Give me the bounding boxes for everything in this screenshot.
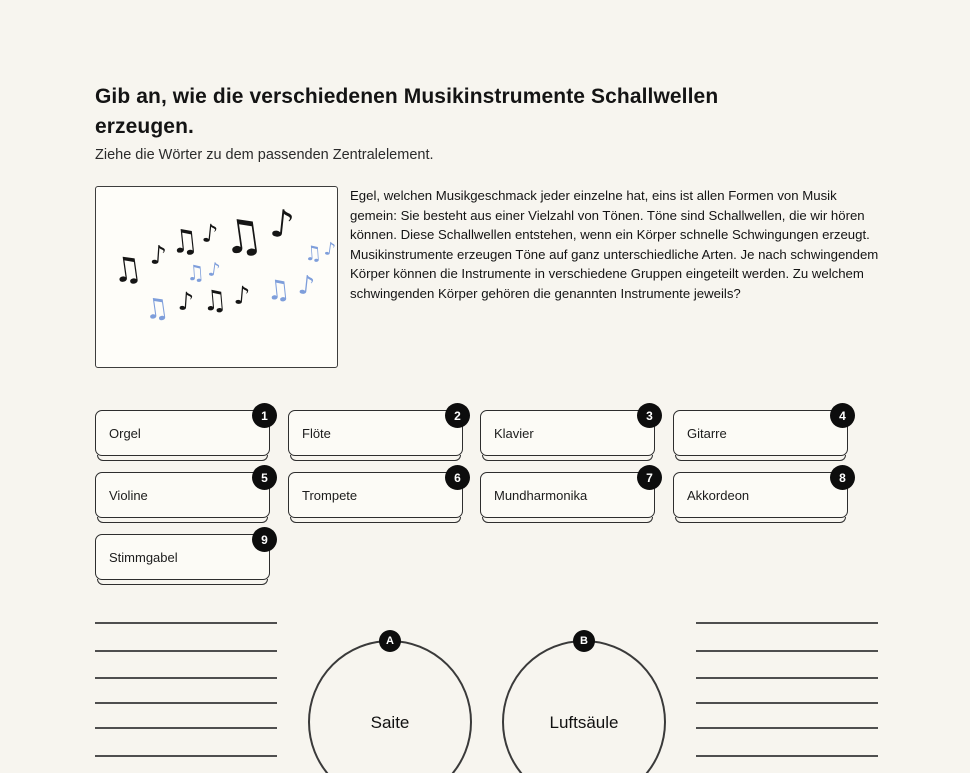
word-label: Violine (109, 487, 148, 503)
letter-badge: B (573, 630, 595, 652)
drop-target-saite[interactable] (308, 635, 472, 773)
music-note-icon: ♪ (206, 258, 222, 282)
number-badge: 8 (830, 465, 855, 490)
music-note-icon: ♪ (232, 280, 252, 311)
answer-line (95, 755, 277, 757)
answer-line (95, 702, 277, 704)
draggable-word-stimmgabel[interactable] (95, 534, 270, 580)
number-badge: 9 (252, 527, 277, 552)
word-label: Klavier (494, 425, 534, 441)
music-note-icon: ♫ (264, 273, 292, 308)
intro-paragraph-1: Egel, welchen Musikgeschmack jeder einzelne hat, eins ist allen Formen von Musik gemein: Sie besteht aus einer Vielzahl von Tönen. Töne sind Schallwellen, die wir hören können. Diese Schallwellen entstehen, wenn ein Körper schnelle Schwingungen erzeugt. (350, 188, 870, 243)
music-note-icon: ♫ (168, 220, 201, 262)
music-note-icon: ♪ (322, 238, 337, 261)
answer-line (95, 727, 277, 729)
target-label: Luftsäule (549, 713, 619, 732)
target-label: Saite (370, 713, 410, 732)
draggable-word-trompete[interactable] (288, 472, 463, 518)
letter-badge: A (379, 630, 401, 652)
word-label: Flöte (302, 425, 331, 441)
number-badge: 3 (637, 403, 662, 428)
number-badge: 2 (445, 403, 470, 428)
music-note-icon: ♪ (177, 286, 195, 317)
word-label: Trompete (302, 487, 358, 503)
draggable-word-gitarre[interactable] (673, 410, 848, 456)
number-badge: 7 (637, 465, 662, 490)
music-note-icon: ♫ (141, 290, 172, 327)
music-note-icon: ♫ (200, 282, 229, 319)
music-note-icon: ♫ (185, 260, 206, 286)
draggable-word-floete[interactable] (288, 410, 463, 456)
draggable-word-klavier[interactable] (480, 410, 655, 456)
answer-line (696, 755, 878, 757)
answer-line (696, 727, 878, 729)
music-note-icon: ♪ (296, 270, 317, 302)
answer-line (95, 650, 277, 652)
music-notes-image (95, 186, 338, 368)
draggable-word-violine[interactable] (95, 472, 270, 518)
number-badge: 6 (445, 465, 470, 490)
answer-line (696, 677, 878, 679)
number-badge: 1 (252, 403, 277, 428)
answer-line (696, 650, 878, 652)
word-label: Gitarre (687, 425, 727, 441)
page-title: Gib an, wie die verschiedenen Musikinstrumente Schallwellen erzeugen. (95, 85, 719, 138)
music-note-icon: ♪ (200, 218, 220, 249)
answer-line (95, 677, 277, 679)
word-label: Stimmgabel (109, 549, 178, 565)
draggable-word-orgel[interactable] (95, 410, 270, 456)
music-note-icon: ♪ (267, 200, 297, 248)
music-note-icon: ♫ (218, 206, 267, 266)
page-instruction: Ziehe die Wörter zu dem passenden Zentralelement. (95, 147, 434, 163)
answer-line (696, 702, 878, 704)
answer-line (696, 622, 878, 624)
answer-line (95, 622, 277, 624)
music-note-icon: ♫ (109, 248, 146, 292)
number-badge: 4 (830, 403, 855, 428)
draggable-word-mundharmonika[interactable] (480, 472, 655, 518)
word-label: Orgel (109, 425, 141, 441)
intro-text (350, 186, 886, 304)
word-label: Mundharmonika (494, 487, 588, 503)
drop-target-luftsaeule[interactable] (502, 635, 666, 773)
draggable-word-akkordeon[interactable] (673, 472, 848, 518)
number-badge: 5 (252, 465, 277, 490)
music-note-icon: ♪ (148, 240, 168, 272)
word-label: Akkordeon (687, 487, 750, 503)
intro-paragraph-2: Musikinstrumente erzeugen Töne auf ganz unterschiedliche Arten. Je nach schwingendem Körper können die Instrumente in verschiedene Gruppen eingeteilt werden. Zu welchem schwingenden Körper gehören die genannten Instrumente jeweils? (350, 246, 879, 301)
music-note-icon: ♫ (303, 240, 323, 266)
